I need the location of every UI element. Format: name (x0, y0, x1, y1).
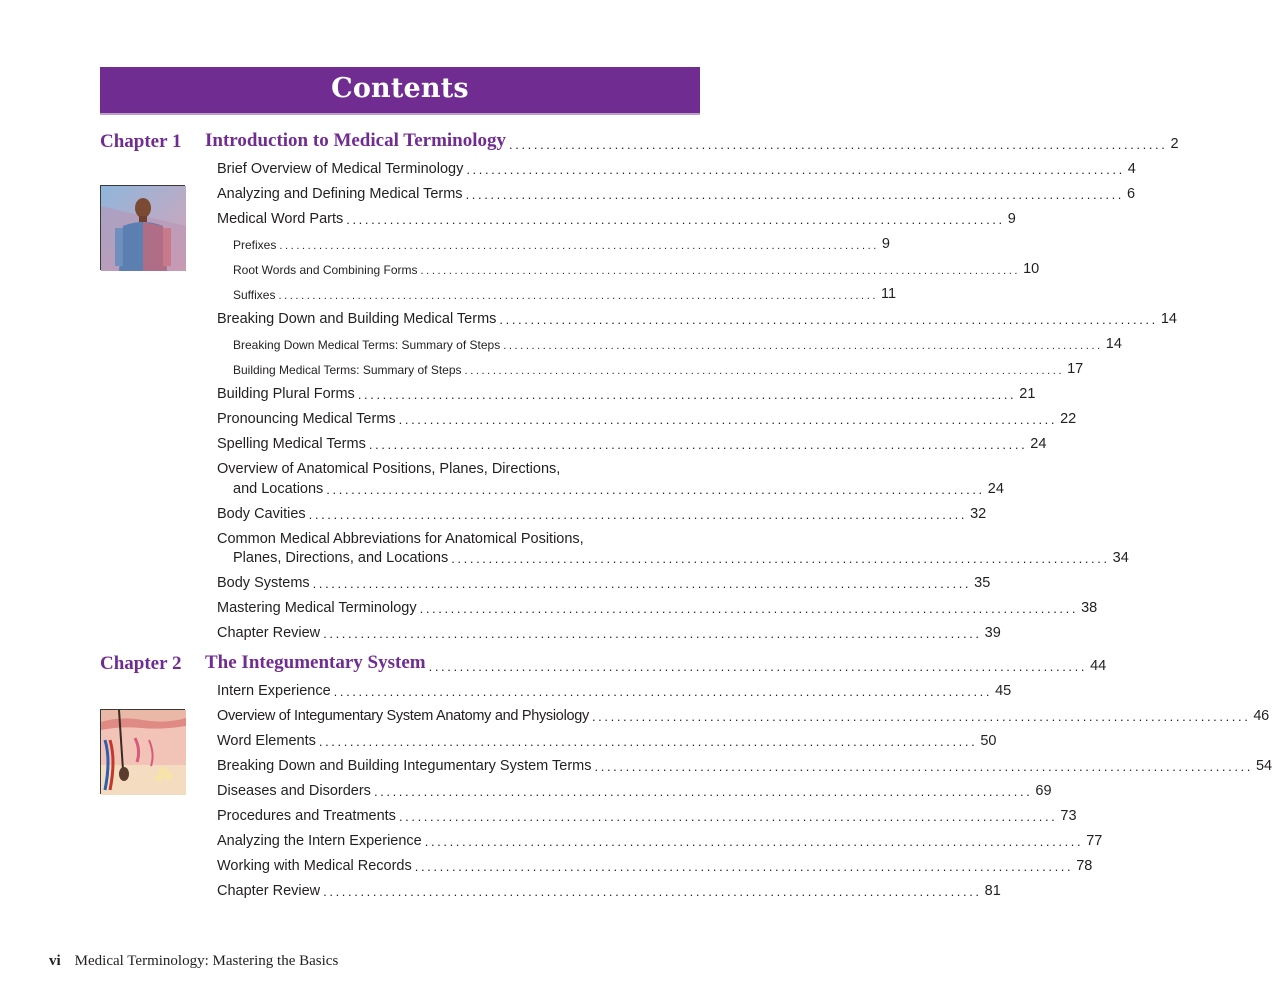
toc-entry-line-2[interactable] (233, 475, 1004, 497)
dot-leader: .......................................................................................................... (591, 709, 1251, 724)
entry-title: Working with Medical Records (217, 858, 412, 874)
entry-title: Medical Word Parts (217, 211, 344, 227)
dot-leader: .......................................................................................................... (424, 834, 1084, 849)
body-figure-illustration (100, 185, 185, 270)
dot-leader: .......................................................................................................... (594, 759, 1253, 774)
toc-entry[interactable] (217, 619, 1001, 641)
page-number: 77 (1086, 833, 1103, 849)
dot-leader: .......................................................................................................... (398, 412, 1058, 427)
folio-number: vi (49, 953, 61, 969)
toc-entry[interactable] (217, 180, 1136, 202)
toc-subentry[interactable] (233, 255, 1040, 277)
entry-title: Chapter Review (217, 883, 321, 899)
entry-title: Breaking Down and Building Medical Terms (217, 311, 497, 327)
entry-title: Analyzing the Intern Experience (217, 833, 422, 849)
entry-title: Diseases and Disorders (217, 783, 371, 799)
entry-title: Brief Overview of Medical Terminology (217, 161, 464, 177)
chapter-1-title: Introduction to Medical Terminology (205, 130, 507, 151)
toc-entry[interactable] (217, 752, 1272, 774)
toc-entry[interactable] (217, 380, 1036, 402)
toc-entry[interactable] (217, 569, 991, 591)
entry-title: Chapter Review (217, 625, 321, 641)
page-number: 6 (1127, 186, 1136, 202)
toc-subentry[interactable] (233, 280, 897, 302)
entry-title: Building Plural Forms (217, 386, 355, 402)
entry-title: Procedures and Treatments (217, 808, 396, 824)
dot-leader: .......................................................................................................... (357, 387, 1017, 402)
dot-leader: .......................................................................................................... (419, 601, 1079, 616)
toc-entry-line-1[interactable] (217, 455, 700, 477)
toc-entry[interactable] (217, 205, 1016, 227)
toc-entry[interactable] (217, 155, 1136, 177)
page-number: 11 (881, 286, 897, 302)
page-number: 54 (1255, 758, 1272, 774)
page-number: 78 (1076, 858, 1093, 874)
chapter-2-title-row[interactable] (205, 652, 1107, 674)
skin-cross-section-icon (101, 710, 186, 795)
page-number: 4 (1127, 161, 1136, 177)
entry-title: Analyzing and Defining Medical Terms (217, 186, 463, 202)
chapter-1-title-row[interactable] (205, 130, 1179, 152)
toc-subentry[interactable] (233, 355, 1084, 377)
toc-subentry[interactable] (233, 330, 1122, 352)
dot-leader: .......................................................................................................... (428, 659, 1088, 674)
entry-title: Body Systems (217, 575, 310, 591)
toc-entry[interactable] (217, 827, 1103, 849)
toc-entry[interactable] (217, 802, 1077, 824)
toc-entry[interactable] (217, 405, 1077, 427)
page-number: 22 (1060, 411, 1077, 427)
dot-leader: .......................................................................................................... (509, 137, 1168, 152)
dot-leader: .......................................................................................................... (279, 240, 879, 252)
toc-entry-line-2[interactable] (233, 544, 1129, 566)
page-footer (49, 953, 338, 970)
entry-title: Word Elements (217, 733, 316, 749)
toc-entry[interactable] (217, 852, 1093, 874)
toc-entry[interactable] (217, 677, 1012, 699)
page-title: Contents (331, 73, 469, 104)
toc-entry[interactable] (217, 727, 997, 749)
entry-title: Mastering Medical Terminology (217, 600, 417, 616)
page-number: 9 (1007, 211, 1016, 227)
entry-title: Breaking Down and Building Integumentary System Terms (217, 758, 592, 774)
entry-title: Spelling Medical Terms (217, 436, 366, 452)
entry-title-continued: Planes, Directions, and Locations (233, 550, 449, 566)
dot-leader: .......................................................................................................... (323, 884, 982, 899)
page-number: 21 (1019, 386, 1036, 402)
entry-title: Overview of Integumentary System Anatomy and Physiology (217, 708, 589, 724)
chapter-2-label: Chapter 2 (100, 653, 182, 674)
toc-entry[interactable] (217, 777, 1052, 799)
contents-banner (100, 67, 700, 115)
dot-leader: .......................................................................................................... (465, 187, 1125, 202)
page-number: 24 (987, 481, 1004, 497)
page-number: 32 (970, 506, 987, 522)
entry-title: Intern Experience (217, 683, 331, 699)
dot-leader: .......................................................................................................... (398, 809, 1058, 824)
toc-entry[interactable] (217, 702, 1269, 724)
toc-entry[interactable] (217, 877, 1001, 899)
dot-leader: .......................................................................................................... (312, 576, 972, 591)
page-number: 50 (980, 733, 997, 749)
page-number: 2 (1170, 136, 1179, 152)
toc-entry[interactable] (217, 594, 1098, 616)
page-number: 73 (1060, 808, 1077, 824)
toc-subentry[interactable] (233, 230, 890, 252)
skin-cross-section-illustration (100, 709, 185, 794)
entry-title-continued: and Locations (233, 481, 324, 497)
page-number: 39 (984, 625, 1001, 641)
entry-title: Prefixes (233, 238, 277, 252)
chapter-2-title: The Integumentary System (205, 652, 426, 673)
page-number: 24 (1030, 436, 1047, 452)
dot-leader: .......................................................................................................... (308, 507, 968, 522)
dot-leader: .......................................................................................................... (499, 312, 1158, 327)
dot-leader: .......................................................................................................... (346, 212, 1005, 227)
entry-title: Root Words and Combining Forms (233, 263, 418, 277)
entry-title: Pronouncing Medical Terms (217, 411, 396, 427)
toc-entry[interactable] (217, 500, 987, 522)
body-figure-icon (101, 186, 186, 271)
dot-leader: .......................................................................................................... (318, 734, 978, 749)
page-number: 38 (1081, 600, 1098, 616)
dot-leader: .......................................................................................................... (323, 626, 982, 641)
dot-leader: .......................................................................................................... (373, 784, 1033, 799)
running-book-title: Medical Terminology: Mastering the Basics (74, 953, 339, 969)
entry-title: Body Cavities (217, 506, 306, 522)
entry-title: Common Medical Abbreviations for Anatomical Positions, (217, 531, 584, 547)
dot-leader: .......................................................................................................... (368, 437, 1028, 452)
page-number: 45 (995, 683, 1012, 699)
page-number: 34 (1112, 550, 1129, 566)
page-number: 9 (881, 236, 890, 252)
page-number: 46 (1253, 708, 1269, 724)
dot-leader: .......................................................................................................... (451, 551, 1110, 566)
chapter-1-label: Chapter 1 (100, 131, 182, 152)
toc-entry[interactable] (217, 305, 1177, 327)
dot-leader: .......................................................................................................... (503, 340, 1103, 352)
page-number: 35 (974, 575, 991, 591)
dot-leader: .......................................................................................................... (333, 684, 993, 699)
dot-leader: .......................................................................................................... (464, 365, 1065, 377)
page-number: 69 (1035, 783, 1052, 799)
dot-leader: .......................................................................................................... (326, 482, 985, 497)
dot-leader: .......................................................................................................... (466, 162, 1125, 177)
dot-leader: .......................................................................................................... (278, 290, 879, 302)
entry-title: Building Medical Terms: Summary of Steps (233, 363, 462, 377)
toc-entry[interactable] (217, 430, 1047, 452)
entry-title: Overview of Anatomical Positions, Planes, Directions, (217, 461, 561, 477)
entry-title: Breaking Down Medical Terms: Summary of Steps (233, 338, 501, 352)
page-number: 14 (1160, 311, 1177, 327)
dot-leader: .......................................................................................................... (420, 265, 1021, 277)
entry-title: Suffixes (233, 288, 276, 302)
page-number: 10 (1023, 261, 1040, 277)
dot-leader: .......................................................................................................... (414, 859, 1074, 874)
page-number: 14 (1105, 336, 1122, 352)
page-number: 17 (1067, 361, 1084, 377)
page-number: 81 (984, 883, 1001, 899)
page-number: 44 (1090, 658, 1107, 674)
